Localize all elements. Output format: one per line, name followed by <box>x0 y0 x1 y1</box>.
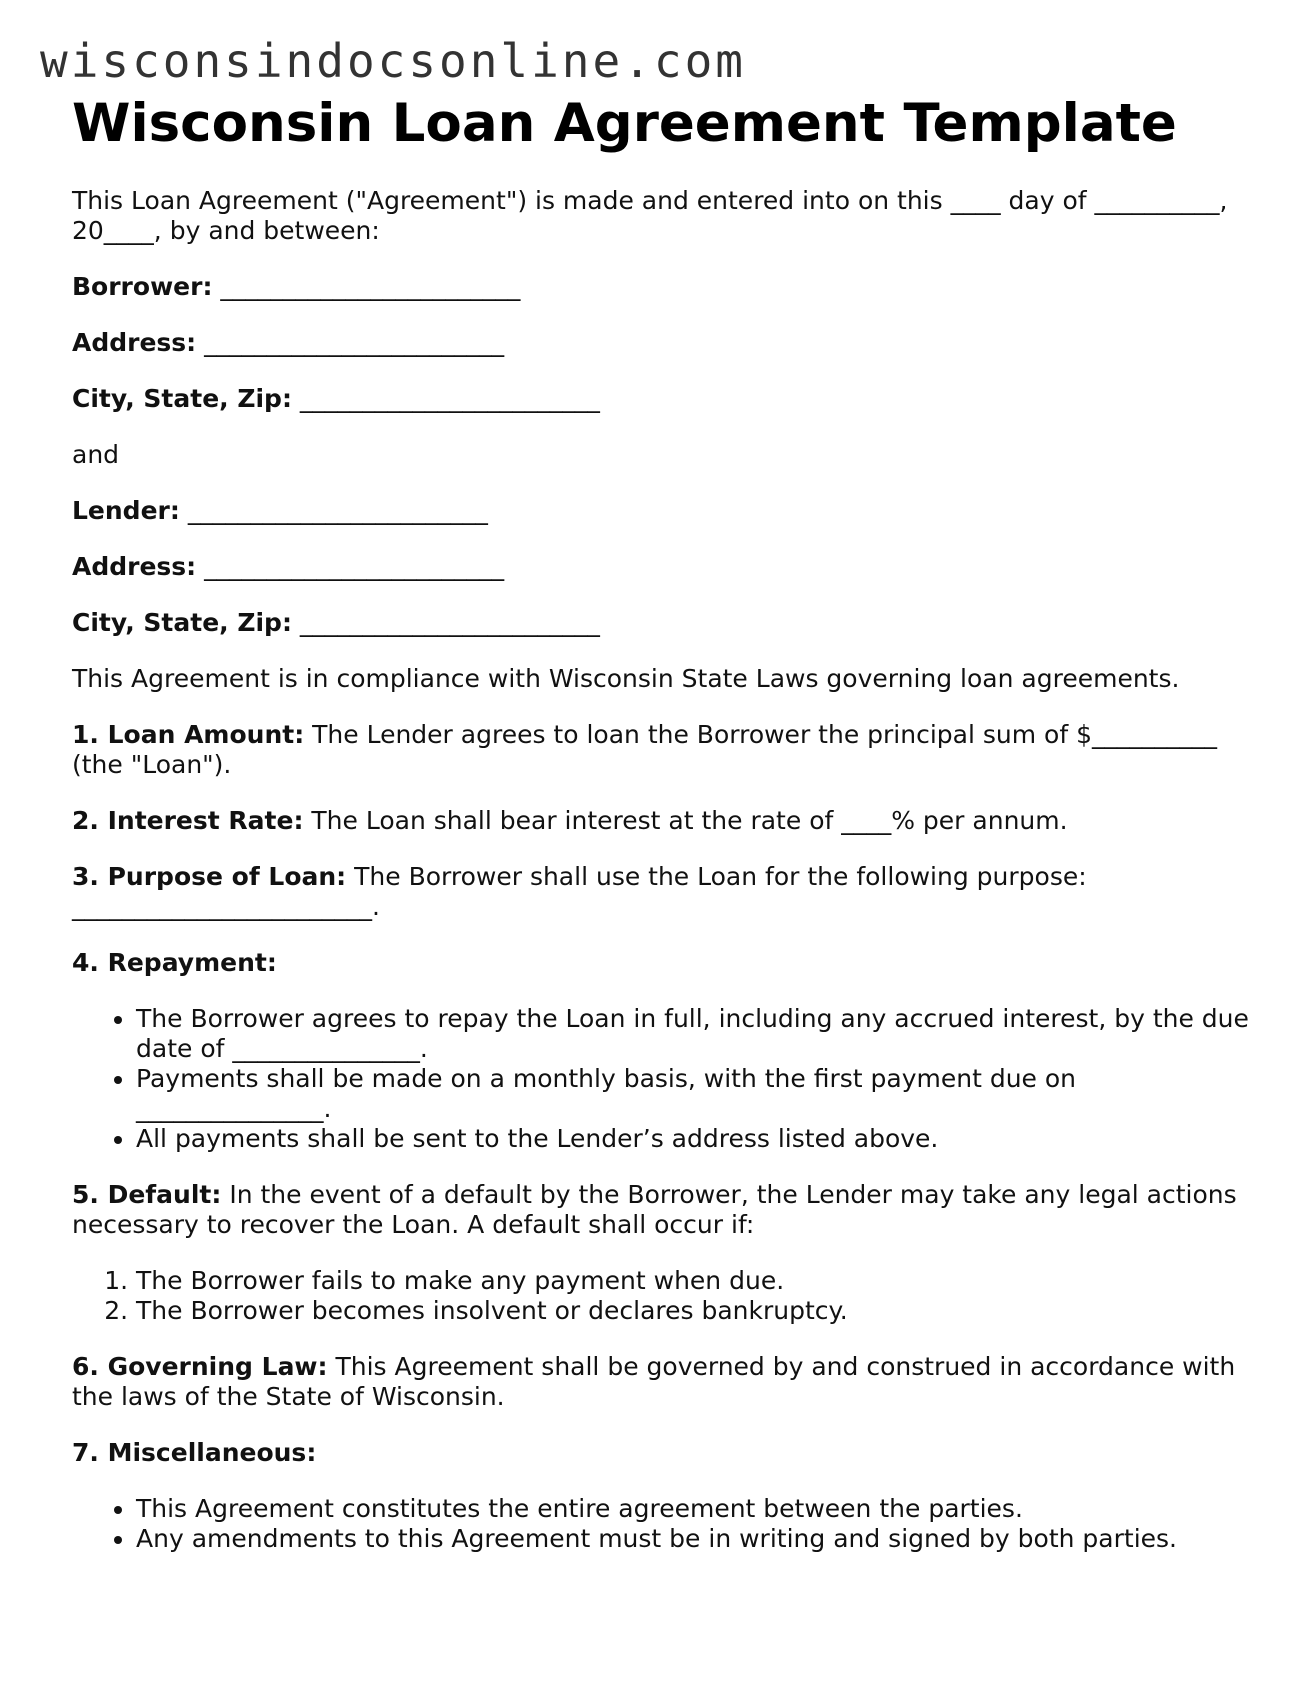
section-default <box>72 1180 1252 1240</box>
section-default-label: 5. Default: <box>72 1180 222 1209</box>
lender-city-label: City, State, Zip: <box>72 608 292 637</box>
borrower-city-blank: ________________________ <box>299 384 600 413</box>
document-body <box>72 92 1252 1580</box>
list-item: 2. The Borrower becomes insolvent or declares bankruptcy. <box>136 1296 1252 1326</box>
miscellaneous-list <box>72 1494 1252 1554</box>
compliance-statement: This Agreement is in compliance with Wisconsin State Laws governing loan agreements. <box>72 664 1180 693</box>
lender-address-field <box>72 552 1252 582</box>
intro-paragraph: This Loan Agreement ("Agreement") is made and entered into on this ____ day of __________, 20____, by and between: <box>72 186 1228 245</box>
borrower-name-label: Borrower: <box>72 272 213 301</box>
section-purpose <box>72 862 1252 922</box>
lender-address-label: Address: <box>72 552 197 581</box>
default-list <box>72 1266 1252 1326</box>
section-interest-rate-text: The Loan shall bear interest at the rate of ____% per annum. <box>303 806 1068 835</box>
site-watermark: wisconsindocsonline.com <box>40 34 746 88</box>
borrower-city-label: City, State, Zip: <box>72 384 292 413</box>
page-title: Wisconsin Loan Agreement Template <box>72 93 1177 154</box>
borrower-address-field <box>72 328 1252 358</box>
borrower-address-label: Address: <box>72 328 197 357</box>
section-repayment <box>72 948 1252 978</box>
list-item: • This Agreement constitutes the entire agreement between the parties. <box>136 1494 1252 1524</box>
section-miscellaneous-label: 7. Miscellaneous: <box>72 1438 317 1467</box>
section-governing-law-text: This Agreement shall be governed by and construed in accordance with the laws of the State of Wisconsin. <box>72 1352 1236 1411</box>
lender-name-blank: ________________________ <box>187 496 488 525</box>
section-governing-law-label: 6. Governing Law: <box>72 1352 328 1381</box>
section-interest-rate-label: 2. Interest Rate: <box>72 806 304 835</box>
lender-name-label: Lender: <box>72 496 180 525</box>
borrower-address-blank: ________________________ <box>204 328 505 357</box>
lender-city-blank: ________________________ <box>299 608 600 637</box>
list-item: • Payments shall be made on a monthly basis, with the first payment due on _______________. <box>136 1064 1252 1124</box>
and-text: and <box>72 440 120 469</box>
lender-city-field <box>72 608 1252 638</box>
borrower-name-blank: ________________________ <box>220 272 521 301</box>
list-item: • The Borrower agrees to repay the Loan in full, including any accrued interest, by the due date of _______________. <box>136 1004 1252 1064</box>
section-governing-law <box>72 1352 1252 1412</box>
section-loan-amount <box>72 720 1252 780</box>
section-purpose-label: 3. Purpose of Loan: <box>72 862 347 891</box>
list-item: • Any amendments to this Agreement must be in writing and signed by both parties. <box>136 1524 1252 1554</box>
borrower-city-field <box>72 384 1252 414</box>
section-default-text: In the event of a default by the Borrower, the Lender may take any legal actions necessary to recover the Loan. A default shall occur if: <box>72 1180 1237 1239</box>
repayment-list <box>72 1004 1252 1154</box>
section-repayment-label: 4. Repayment: <box>72 948 277 977</box>
section-loan-amount-label: 1. Loan Amount: <box>72 720 305 749</box>
section-interest-rate <box>72 806 1252 836</box>
lender-address-blank: ________________________ <box>204 552 505 581</box>
list-item: • All payments shall be sent to the Lender’s address listed above. <box>136 1124 1252 1154</box>
section-purpose-text: The Borrower shall use the Loan for the following purpose: ________________________. <box>72 862 1087 921</box>
borrower-name-field <box>72 272 1252 302</box>
section-miscellaneous <box>72 1438 1252 1468</box>
list-item: 1. The Borrower fails to make any payment when due. <box>136 1266 1252 1296</box>
section-loan-amount-text: The Lender agrees to loan the Borrower the principal sum of $__________ (the "Loan"). <box>72 720 1217 779</box>
lender-name-field <box>72 496 1252 526</box>
